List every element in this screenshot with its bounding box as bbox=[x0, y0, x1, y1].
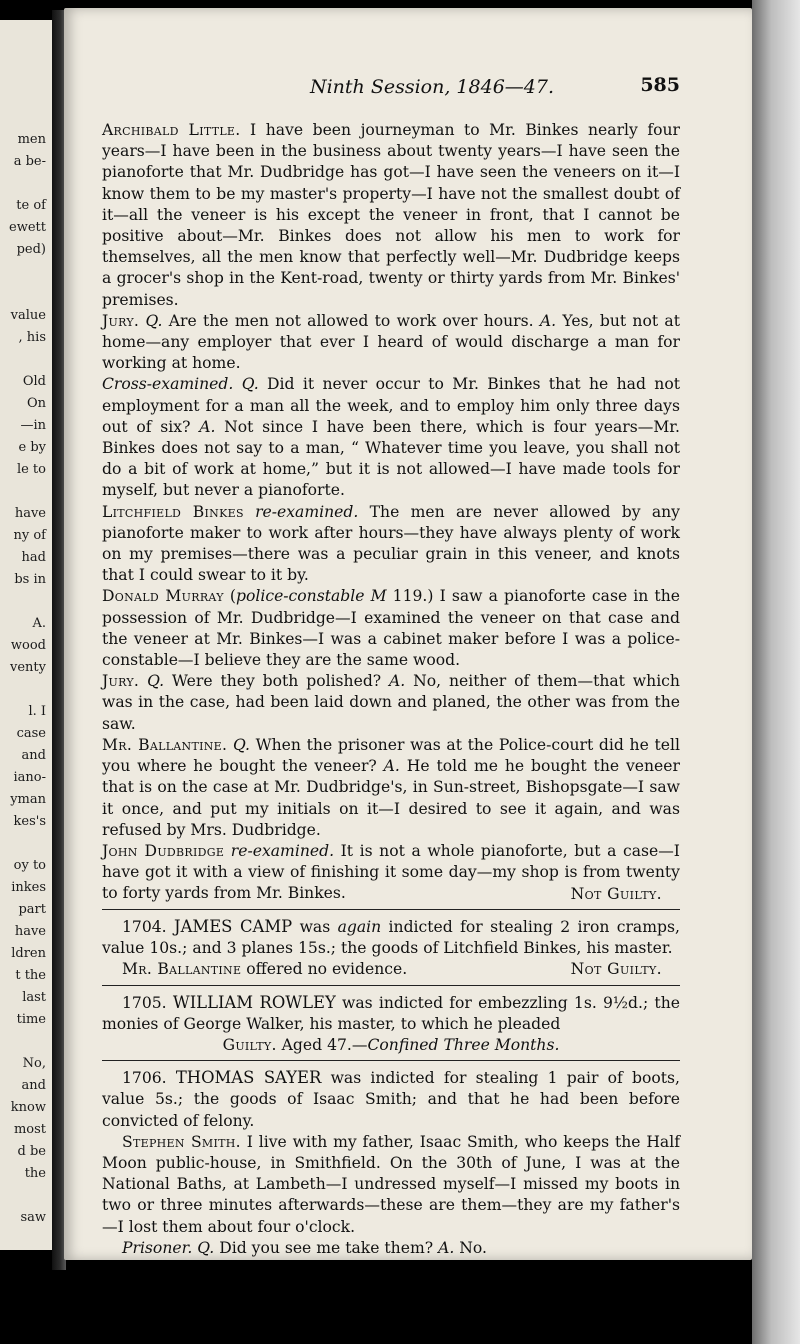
testimony-text: I have been journeyman to Mr. Binkes nearly four years—I have been in the business about twenty years—I have seen the pianoforte that Mr. Dudbridge has got—I have seen the veneers on it—I know them to be my master's property—I have not the smallest doubt of it—all the veneer is his except the veneer in front, that I cannot be positive about—Mr. Binkes does not allow his men to work for themselves, all the men know that perfectly well—Mr. Dudbridge keeps a grocer's shop in the Kent-road, twenty or thirty yards from Mr. Binkes' premises. bbox=[102, 121, 680, 309]
speaker-name: Prisoner. bbox=[122, 1238, 193, 1257]
previous-page-fragment: part bbox=[18, 902, 46, 917]
previous-page-fragment: men bbox=[17, 132, 46, 147]
case-text: offered no evidence. bbox=[246, 960, 408, 979]
answer-text: He told me he bought the veneer that is on the case at Mr. Dudbridge's, in Sun-street, Bishopsgate—I saw it once, and put my initials on it—I desired to see it again, and was refused by Mrs. Dudbridge. bbox=[102, 757, 680, 839]
previous-page-fragment: saw bbox=[20, 1210, 46, 1225]
previous-page-fragment: te of bbox=[16, 198, 46, 213]
previous-page-fragment: last bbox=[22, 990, 46, 1005]
testimony-paragraph bbox=[102, 502, 680, 587]
previous-page-fragment: No, bbox=[22, 1056, 46, 1071]
case-text: was indicted for embezzling 1s. 9½d.; the monies of George Walker, his master, to which he pleaded bbox=[102, 993, 680, 1033]
previous-page-fragment: ny of bbox=[13, 528, 46, 543]
previous-page-fragment: d be bbox=[17, 1144, 46, 1159]
running-head bbox=[64, 76, 752, 104]
constable-number: 119.) bbox=[392, 587, 434, 606]
previous-page-fragment: ldren bbox=[11, 946, 46, 961]
speaker-name: Mr. Ballantine bbox=[122, 960, 242, 979]
case-number: 1705. bbox=[122, 993, 167, 1012]
question-marker: Q. bbox=[147, 672, 165, 691]
previous-page-fragment: bs in bbox=[14, 572, 46, 587]
speaker-name: Mr. Ballantine. bbox=[102, 735, 228, 754]
verdict: Not Guilty. bbox=[570, 884, 662, 903]
previous-page-fragment: le to bbox=[16, 462, 46, 477]
speaker-role: re-examined. bbox=[255, 502, 359, 521]
previous-page-fragment: ped) bbox=[16, 242, 46, 257]
answer-text: No. bbox=[459, 1238, 487, 1257]
question-marker: Q. bbox=[145, 311, 163, 330]
testimony-text: I saw a pianoforte case in the possession of Mr. Dudbridge—I examined the veneer on that case and the veneer at Mr. Binkes—I was a cabinet maker before I was a police-constable—I believe they are the same wood. bbox=[102, 587, 680, 670]
previous-page-fragment: iano- bbox=[13, 770, 46, 785]
previous-page-fragment: , his bbox=[18, 330, 46, 345]
page-number: 585 bbox=[640, 74, 680, 96]
previous-page-fragment: On bbox=[26, 396, 46, 411]
testimony-paragraph bbox=[102, 374, 680, 501]
speaker-name: Donald Murray bbox=[102, 587, 224, 606]
answer-marker: A. bbox=[199, 417, 216, 436]
previous-page-fragment: t the bbox=[15, 968, 46, 983]
previous-page-fragment: and bbox=[21, 1078, 46, 1093]
speaker-name: Stephen Smith. bbox=[122, 1132, 241, 1151]
case-text-italic: again bbox=[337, 917, 382, 936]
previous-page-fragment: venty bbox=[10, 660, 46, 675]
question-text: Are the men not allowed to work over hours. bbox=[168, 311, 534, 330]
testimony-paragraph bbox=[102, 1238, 680, 1259]
case-text: was indicted for stealing 1 pair of boots, value 5s.; the goods of Isaac Smith; and that he had been before convicted of felony. bbox=[102, 1069, 680, 1130]
previous-page-fragment: a be- bbox=[13, 154, 46, 169]
speaker-name: Archibald Little. bbox=[102, 121, 241, 139]
cross-examined-label: Cross-examined. bbox=[102, 375, 234, 394]
testimony-text: I live with my father, Isaac Smith, who keeps the Half Moon public-house, in Smithfield. On the 30th of June, I was at the National Baths, at Lambeth—I undressed myself—I missed my boots in two or three minutes afterwards—these are them—they are my father's—I lost them about four o'clock. bbox=[102, 1132, 680, 1236]
question-text: Were they both polished? bbox=[171, 672, 382, 691]
question-marker: Q. bbox=[241, 375, 259, 394]
answer-text: Yes, but not at home—any employer that ever I heard of would discharge a man for working at home. bbox=[102, 311, 680, 373]
answer-text: Not since I have been there, which is four years—Mr. Binkes does not say to a man, “ Whatever time you leave, you shall not do a bit of work at home,” but it is not allowed—I have made tools for myself, but never a pianoforte. bbox=[102, 417, 680, 500]
testimony-text: The men are never allowed by any pianoforte maker to work after hours—they have always plenty of work on my premises—there was a peculiar grain in this veneer, and knots that I could swear to it by. bbox=[102, 502, 680, 585]
question-marker: Q. bbox=[232, 735, 250, 754]
testimony-paragraph bbox=[102, 1132, 680, 1238]
previous-page-fragment: e by bbox=[18, 440, 46, 455]
answer-marker: A. bbox=[438, 1238, 455, 1257]
sentence-line bbox=[102, 1035, 680, 1056]
testimony-paragraph: Donald Murray (police-constable M 119.) I saw a pianoforte case in the possession of Mr. Dudbridge—I examined the veneer on that case and the veneer at Mr. Binkes—I was a cabinet maker before I was a police-constable—I believe they are the same wood. bbox=[102, 587, 680, 670]
answer-text: No, neither of them—that which was in the case, had been laid down and planed, the other was from the saw. bbox=[102, 672, 680, 733]
case-entry bbox=[102, 992, 680, 1035]
case-entry bbox=[102, 916, 680, 959]
case-divider bbox=[102, 1060, 680, 1061]
case-divider bbox=[102, 985, 680, 986]
previous-page-fragment: know bbox=[10, 1100, 46, 1115]
testimony-paragraph bbox=[102, 735, 680, 841]
previous-page-fragment: and bbox=[21, 748, 46, 763]
case-entry bbox=[102, 1067, 680, 1132]
question-marker: Q. bbox=[197, 1238, 215, 1257]
question-text: Did it never occur to Mr. Binkes that he had not employment for a man all the week, and to employ him only three days out of six? bbox=[102, 375, 681, 436]
case-number: 1704. bbox=[122, 917, 167, 936]
testimony-paragraph bbox=[102, 311, 680, 375]
page-body bbox=[102, 120, 680, 1259]
previous-page-fragment: wood bbox=[10, 638, 46, 653]
previous-page-fragment: value bbox=[10, 308, 46, 323]
previous-page-fragment: have bbox=[14, 924, 46, 939]
defendant-name: JAMES CAMP bbox=[174, 916, 293, 936]
previous-page-fragment: —in bbox=[20, 418, 46, 433]
testimony-text: It is not a whole pianoforte, but a case—I have got it with a view of finishing it some day—my shop is from twenty to forty yards from Mr. Binkes. bbox=[102, 841, 680, 903]
speaker-name: Litchfield Binkes bbox=[102, 502, 244, 521]
speaker-role: re-examined. bbox=[230, 841, 335, 860]
answer-marker: A. bbox=[389, 672, 406, 691]
case-text: was bbox=[299, 917, 331, 936]
book-page bbox=[64, 8, 752, 1260]
previous-page-fragment: l. I bbox=[28, 704, 46, 719]
previous-page-fragment: most bbox=[13, 1122, 46, 1137]
defendant-name: THOMAS SAYER bbox=[175, 1068, 322, 1088]
previous-page-fragment: inkes bbox=[11, 880, 46, 895]
previous-page-fragment: A. bbox=[32, 616, 46, 631]
verdict: Not Guilty. bbox=[570, 960, 662, 979]
running-title: Ninth Session, 1846—47. bbox=[309, 76, 554, 98]
previous-page-fragment: Old bbox=[22, 374, 46, 389]
previous-page-edge bbox=[0, 20, 54, 1250]
previous-page-fragment: time bbox=[16, 1012, 46, 1027]
speaker-name: John Dudbridge bbox=[102, 841, 225, 860]
previous-page-fragment: case bbox=[16, 726, 46, 741]
previous-page-fragment: kes's bbox=[13, 814, 46, 829]
speaker-name: Jury. bbox=[102, 311, 140, 330]
speaker-name: Jury. bbox=[102, 672, 140, 691]
answer-marker: A. bbox=[539, 311, 557, 330]
previous-page-fragment: oy to bbox=[13, 858, 46, 873]
question-text: Did you see me take them? bbox=[219, 1238, 434, 1257]
previous-page-fragment: yman bbox=[10, 792, 46, 807]
defendant-name: WILLIAM ROWLEY bbox=[172, 992, 336, 1012]
previous-page-fragment: ewett bbox=[9, 220, 46, 235]
case-divider bbox=[102, 909, 680, 910]
testimony-paragraph bbox=[102, 120, 680, 311]
previous-page-fragment: the bbox=[24, 1166, 46, 1181]
case-number: 1706. bbox=[122, 1069, 167, 1088]
answer-marker: A. bbox=[383, 757, 400, 776]
testimony-paragraph bbox=[102, 671, 680, 735]
case-text: indicted for stealing 2 iron cramps, value 10s.; and 3 planes 15s.; the goods of Litchfield Binkes, his master. bbox=[102, 917, 680, 957]
sentence: Confined Three Months. bbox=[367, 1035, 560, 1054]
previous-page-fragment: had bbox=[21, 550, 46, 565]
plea: Guilty. bbox=[222, 1035, 277, 1054]
question-text: When the prisoner was at the Police-court did he tell you where he bought the veneer? bbox=[102, 735, 680, 776]
previous-page-fragment: have bbox=[14, 506, 46, 521]
scanner-edge bbox=[752, 0, 800, 1344]
speaker-role: police-constable M bbox=[235, 587, 387, 606]
defendant-age: Aged 47.— bbox=[281, 1035, 368, 1054]
